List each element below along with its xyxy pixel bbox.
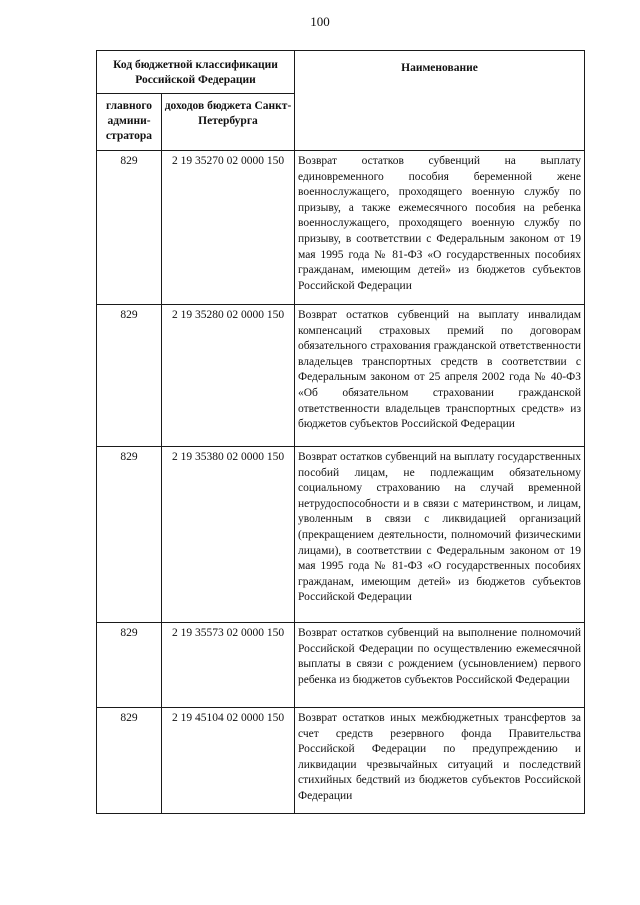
admin-code-cell: 829 — [97, 623, 162, 708]
table-row — [97, 305, 585, 447]
name-cell: Возврат остатков субвенций на выплату государственных пособий лицам, не подлежащим обязательному социальному страхованию на случай временной нетрудоспособности и в связи с материнством, и лицам, уволенным в связи с ликвидацией организаций (прекращением деятельности, полномочий физическими лицами), в соответствии с Федеральным законом от 19 мая 1995 года № 81-ФЗ «О государственных пособиях гражданам, имеющим детей» из бюджетов субъектов Российской Федерации — [295, 447, 585, 623]
name-cell: Возврат остатков субвенций на выполнение полномочий Российской Федерации по осуществлению ежемесячной выплаты в связи с рождением (усыновлением) первого ребенка из бюджетов субъектов Российской Федерации — [295, 623, 585, 708]
budget-classification-table — [96, 50, 585, 814]
admin-code-cell: 829 — [97, 447, 162, 623]
table-row — [97, 623, 585, 708]
table-row — [97, 708, 585, 814]
header-main-administrator: главного админи-стратора — [97, 94, 162, 151]
income-code-cell: 2 19 35380 02 0000 150 — [162, 447, 295, 623]
header-name: Наименование — [295, 51, 585, 151]
admin-code-cell: 829 — [97, 305, 162, 447]
page-number: 100 — [310, 14, 330, 29]
table-row — [97, 151, 585, 305]
header-budget-income: доходов бюджета Санкт-Петербурга — [162, 94, 295, 151]
name-cell: Возврат остатков субвенций на выплату инвалидам компенсаций страховых премий по договорам обязательного страхования гражданской ответственности владельцев транспортных средств в соответствии с Федеральным законом от 25 апреля 2002 года № 40-ФЗ «Об обязательном страховании гражданской ответственности владельцев транспортных средств» из бюджетов субъектов Российской Федерации — [295, 305, 585, 447]
admin-code-cell: 829 — [97, 708, 162, 814]
table-row — [97, 447, 585, 623]
income-code-cell: 2 19 35270 02 0000 150 — [162, 151, 295, 305]
admin-code-cell: 829 — [97, 151, 162, 305]
income-code-cell: 2 19 45104 02 0000 150 — [162, 708, 295, 814]
name-cell: Возврат остатков субвенций на выплату единовременного пособия беременной жене военнослужащего, проходящего военную службу по призыву, а также ежемесячного пособия на ребенка военнослужащего, проходящего военную службу по призыву, в соответствии с Федеральным законом от 19 мая 1995 года № 81-ФЗ «О государственных пособиях гражданам, имеющим детей» из бюджетов субъектов Российской Федерации — [295, 151, 585, 305]
header-classification-code: Код бюджетной классификации Российской Федерации — [97, 51, 295, 94]
name-cell: Возврат остатков иных межбюджетных трансфертов за счет средств резервного фонда Правительства Российской Федерации по предупреждению и ликвидации чрезвычайных ситуаций и последствий стихийных бедствий из бюджетов субъектов Российской Федерации — [295, 708, 585, 814]
income-code-cell: 2 19 35573 02 0000 150 — [162, 623, 295, 708]
income-code-cell: 2 19 35280 02 0000 150 — [162, 305, 295, 447]
